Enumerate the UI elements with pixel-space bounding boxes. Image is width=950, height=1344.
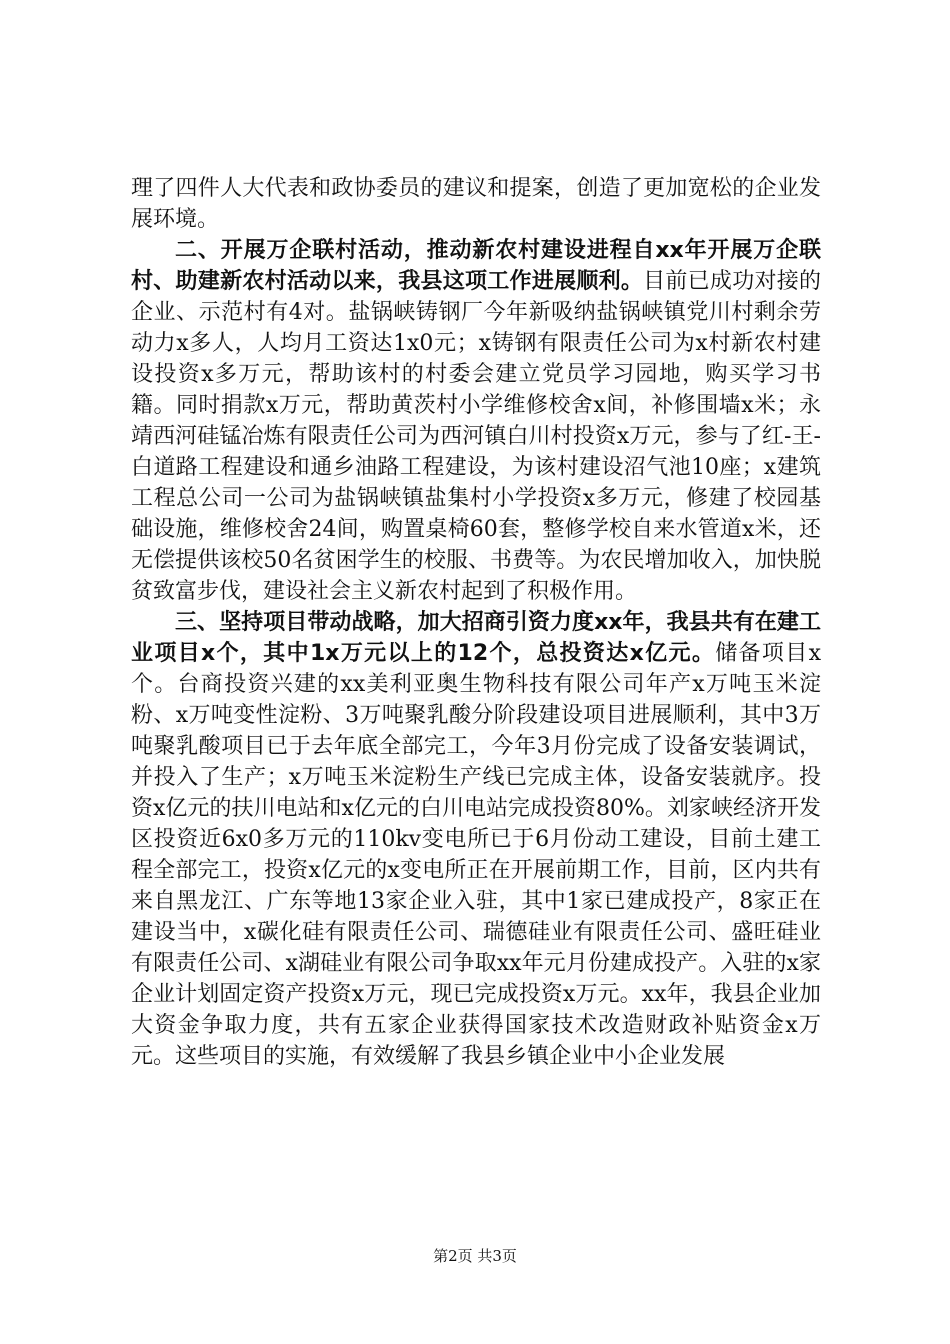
page-number-footer: 第2页 共3页 [433,1247,517,1265]
document-body [131,173,821,1072]
paragraph-text: 储备项目x个。台商投资兴建的xx美利亚奥生物科技有限公司年产x万吨玉米淀粉、x万吨变性淀粉、3万吨聚乳酸分阶段建设项目进展顺利，其中3万吨聚乳酸项目已于去年底全部完工，今年3月份完成了设备安装调试，并投入了生产；x万吨玉米淀粉生产线已完成主体，设备安装就序。投资x亿元的扶川电站和x亿元的白川电站完成投资80%。刘家峡经济开发区投资近6x0多万元的110kv变电所已于6月份动工建设，目前土建工程全部完工，投资x亿元的x变电所正在开展前期工作，目前，区内共有来自黑龙江、广东等地13家企业入驻，其中1家已建成投产，8家正在建设当中，x碳化硅有限责任公司、瑞德硅业有限责任公司、盛旺硅业有限责任公司、x湖硅业有限公司争取xx年元月份建成投产。入驻的x家企业计划固定资产投资x万元，现已完成投资x万元。xx年，我县企业加大资金争取力度，共有五家企业获得国家技术改造财政补贴资金x万元。这些项目的实施，有效缓解了我县乡镇企业中小企业发展 [131,641,821,1069]
paragraph-text: 理了四件人大代表和政协委员的建议和提案，创造了更加宽松的企业发展环境。 [131,176,821,232]
paragraph-section-two [131,235,821,607]
section-heading: 二、开展万企联村活动，推动新农村建设进程自xx年开展万企联村、助建新农村活动以来，我县这项工作进展顺利。 [131,238,821,294]
paragraph-text: 目前已成功对接的企业、示范村有4对。盐锅峡铸钢厂今年新吸纳盐锅峡镇党川村剩余劳动力x多人，人均月工资达1x0元；x铸钢有限责任公司为x村新农村建设投资x多万元，帮助该村的村委会建立党员学习园地，购买学习书籍。同时捐款x万元，帮助黄茨村小学维修校舍x间，补修围墙x米；永靖西河硅锰冶炼有限责任公司为西河镇白川村投资x万元，参与了红-王-白道路工程建设和通乡油路工程建设，为该村建设沼气池10座；x建筑工程总公司一公司为盐锅峡镇盐集村小学投资x多万元，修建了校园基础设施，维修校舍24间，购置桌椅60套，整修学校自来水管道x米，还无偿提供该校50名贫困学生的校服、书费等。为农民增加收入，加快脱贫致富步伐，建设社会主义新农村起到了积极作用。 [131,269,821,604]
paragraph-section-three [131,607,821,1072]
section-heading: 三、坚持项目带动战略，加大招商引资力度xx年，我县共有在建工业项目x个，其中1x万元以上的12个，总投资达x亿元。 [131,610,821,666]
paragraph-continuation [131,173,821,235]
